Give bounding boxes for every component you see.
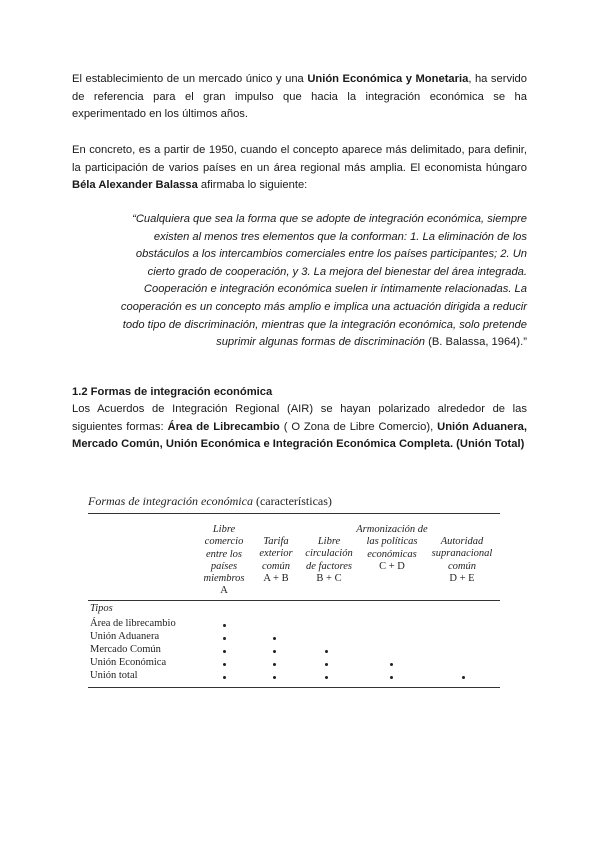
tipos-label: Tipos: [90, 603, 113, 614]
table-mark: [223, 624, 226, 627]
table-mark: [273, 663, 276, 666]
table-title: Formas de integración económica (características): [88, 494, 332, 508]
table-mark: [223, 663, 226, 666]
paragraph-balassa-tail: afirmaba lo siguiente:: [197, 179, 308, 192]
quote-line: todo tipo de discriminación, mientras que la integración económica, solo pretende: [122, 318, 527, 331]
table-mark: [390, 676, 393, 679]
paragraph-balassa-bold: Béla Alexander Balassa: [72, 179, 198, 192]
paragraph-intro-tail: , ha servido de referencia para el gran impulso que hacia la integración económica se ha experimentado en los últimos años.: [72, 73, 527, 121]
row-label-union-economica: Unión Económica: [90, 657, 167, 668]
table-mark: [273, 637, 276, 640]
table-mark: [325, 650, 328, 653]
table-mark: [223, 650, 226, 653]
table-top-rule: [88, 513, 500, 514]
paragraph-balassa-text: En concreto, es a partir de 1950, cuando el concepto aparece más delimitado, para definir, la participación de varios países en un área regional más amplia. El economista húngaro: [72, 144, 527, 174]
quote-line: cooperación es un concepto más amplio e implica una actuación dirigida a reducir: [120, 300, 527, 313]
form-area-librecambio: Área de Librecambio: [167, 420, 280, 433]
row-label-union-total: Unión total: [90, 670, 138, 681]
table-mark: [223, 637, 226, 640]
quote-line: “Cualquiera que sea la forma que se adopte de integración económica, siempre: [132, 213, 527, 225]
table-mark: [462, 676, 465, 679]
paragraph-intro-text: El establecimiento de un mercado único y una: [72, 73, 308, 85]
quote-line: Cooperación e integración económica suelen ir íntimamente relacionadas. La: [143, 283, 527, 296]
row-label-union-aduanera: Unión Aduanera: [90, 631, 160, 642]
section-heading: 1.2 Formas de integración económica: [72, 386, 273, 398]
quote-citation: (B. Balassa, 1964).”: [425, 336, 527, 349]
table-mark: [273, 650, 276, 653]
table-mark: [390, 663, 393, 666]
table-bottom-rule: [88, 687, 500, 688]
section-intro: Los Acuerdos de Integración Regional (AIR) se hayan polarizado alrededor de las siguientes formas: Área de Librecambio ( O Zona de Libre Comercio), Unión Aduanera, Mercado Común, Unión Económica e Integración Económica Completa. (Unión Total): [72, 403, 527, 451]
row-label-mercado-comun: Mercado Común: [90, 644, 161, 655]
integration-forms-table: [88, 494, 500, 694]
quote-line: existen al menos tres elementos que la conforman: 1. La eliminación de los: [153, 230, 527, 243]
quote-line: obstáculos a los intercambios comerciales entre los países participantes; 2. Un: [135, 248, 527, 261]
column-header-libre-comercio: Libre comercio entre los países miembros A: [203, 524, 245, 597]
column-header-tarifa: Tarifa exterior común A + B: [259, 536, 293, 584]
table-header-rule: [88, 600, 500, 601]
table-mark: [325, 663, 328, 666]
quote-line: cierto grado de cooperación, y 3. La mejora del bienestar del área integrada.: [147, 265, 527, 278]
column-header-autoridad: Autoridad supranacional común D + E: [431, 536, 493, 584]
table-mark: [325, 676, 328, 679]
paragraph-intro-bold: Unión Económica y Monetaria: [307, 73, 469, 85]
paragraph-balassa: [72, 142, 527, 195]
column-header-armonizacion: Armonización de las políticas económicas C + D: [356, 524, 428, 572]
column-header-circulacion: Libre circulación de factores B + C: [305, 536, 353, 584]
paragraph-intro: [72, 71, 527, 124]
balassa-quote: [82, 211, 527, 352]
table-mark: [273, 676, 276, 679]
forms-list: Unión Aduanera, Mercado Común, Unión Económica e Integración Económica Completa. (Unión Total): [72, 420, 527, 451]
table-mark: [223, 676, 226, 679]
row-label-area-librecambio: Área de librecambio: [90, 618, 176, 629]
quote-line: suprimir algunas formas de discriminación (B. Balassa, 1964).”: [216, 336, 527, 349]
